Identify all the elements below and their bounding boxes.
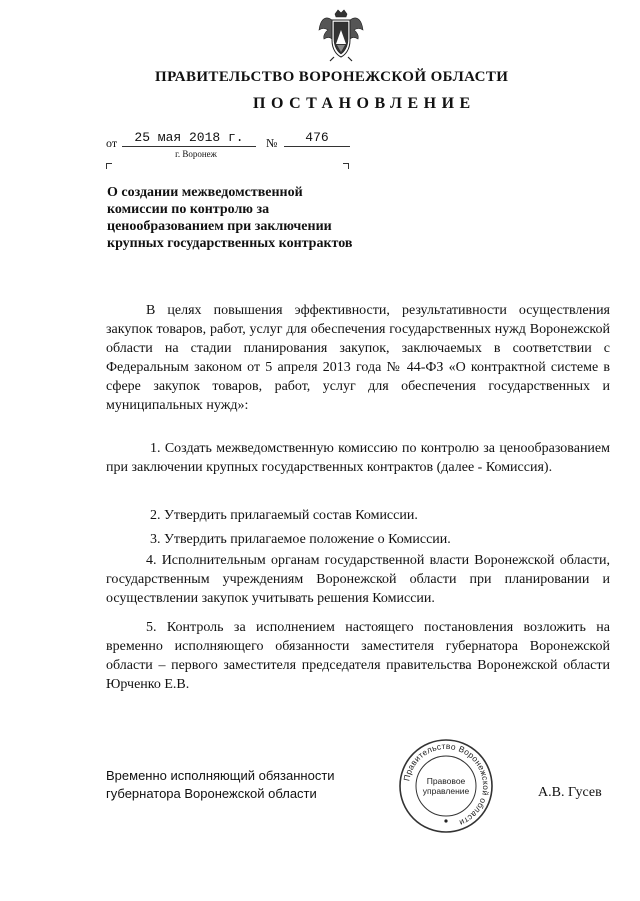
list-item: 2. Утвердить прилагаемый состав Комиссии.	[150, 508, 418, 523]
stamp-seal-icon	[397, 737, 495, 835]
signatory-position	[106, 767, 386, 803]
document-number: 476	[284, 131, 350, 147]
document-date: 25 мая 2018 г.	[122, 131, 256, 147]
coat-of-arms-icon	[318, 8, 364, 62]
document-type: ПОСТАНОВЛЕНИЕ	[253, 95, 476, 112]
stamp-center-line: Правовое	[426, 776, 466, 786]
signatory-position-line: Временно исполняющий обязанности	[106, 768, 335, 783]
stamp-ring-text: Правительство Воронежской области	[401, 740, 492, 829]
organization-title: ПРАВИТЕЛЬСТВО ВОРОНЕЖСКОЙ ОБЛАСТИ	[155, 69, 509, 85]
list-item: 3. Утвердить прилагаемое положение о Комиссии.	[150, 532, 451, 547]
document-heading: О создании межведомственной комиссии по контролю за ценообразованием при заключении крупных государственных контрактов	[107, 185, 353, 251]
list-item: 4. Исполнительным органам государственной власти Воронежской области, государственным учреждениям Воронежской области при планировании и осуществлении закупок учитывать решения Комиссии.	[106, 553, 610, 606]
preamble-paragraph: В целях повышения эффективности, результативности осуществления закупок товаров, работ, услуг для обеспечения государственных нужд Воронежской области на стадии планирования закупок, заключаемых в соответствии с Федеральным законом от 5 апреля 2013 года № 44-ФЗ «О контрактной системе в сфере закупок товаров, работ, услуг для обеспечения государственных и муниципальных нужд»:	[106, 303, 610, 413]
list-item: 1. Создать межведомственную комиссию по контролю за ценообразованием при заключении крупных государственных контрактов (далее - Комиссия).	[106, 441, 610, 475]
title-bracket-left	[106, 163, 112, 169]
stamp-center-line: управление	[422, 786, 470, 796]
document-meta	[0, 131, 640, 151]
number-prefix: №	[266, 136, 278, 150]
title-bracket-right	[343, 163, 349, 169]
document-city: г. Воронеж	[175, 149, 217, 159]
signatory-name: А.В. Гусев	[538, 785, 602, 800]
signatory-position-line: губернатора Воронежской области	[106, 786, 317, 801]
date-prefix: от	[106, 136, 118, 150]
list-item: 5. Контроль за исполнением настоящего постановления возложить на временно исполняющего обязанности заместителя губернатора Воронежской области – первого заместителя председателя правительства Воронежской области Юрченко Е.В.	[106, 620, 610, 692]
